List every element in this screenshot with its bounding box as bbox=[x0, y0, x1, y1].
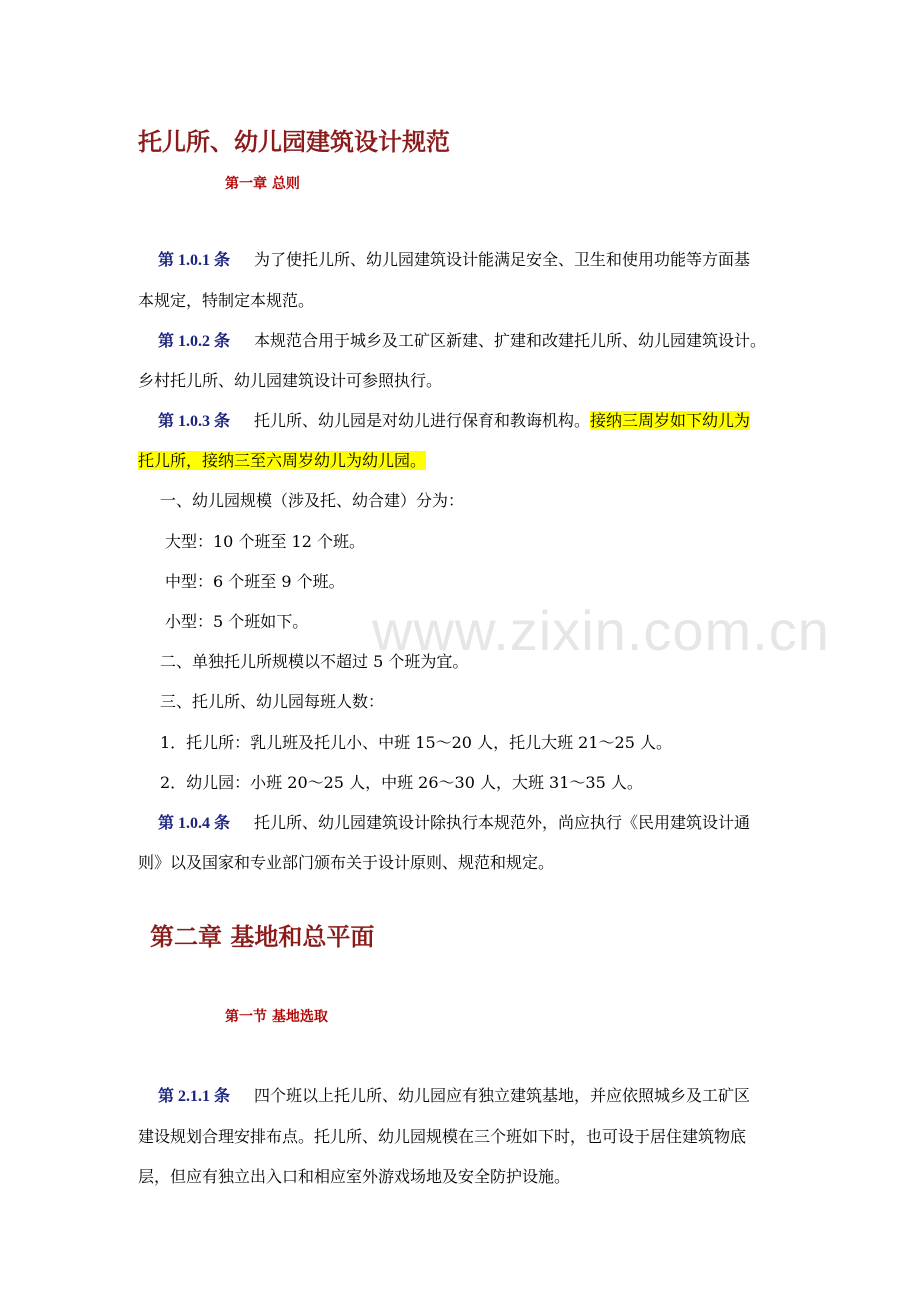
article-number: 第 1.0.1 条 bbox=[158, 252, 231, 269]
article-1-0-1-line1 bbox=[158, 250, 750, 271]
article-2-1-1-line2: 建设规划合理安排布点。托儿所、幼儿园规模在三个班如下时，也可设于居住建筑物底 bbox=[138, 1127, 747, 1146]
highlighted-text: 托儿所，接纳三至六周岁幼儿为幼儿园。 bbox=[138, 451, 427, 470]
list-item: 一、幼儿园规模（涉及托、幼合建）分为： bbox=[160, 491, 465, 510]
chapter-1-heading: 第一章 总则 bbox=[225, 176, 300, 192]
list-item: 小型：5 个班如下。 bbox=[165, 612, 309, 631]
article-2-1-1-line1 bbox=[158, 1086, 750, 1107]
list-item: 大型：10 个班至 12 个班。 bbox=[165, 532, 365, 551]
article-1-0-4-line1 bbox=[158, 813, 750, 834]
article-2-1-1-line3: 层，但应有独立出入口和相应室外游戏场地及安全防护设施。 bbox=[138, 1167, 571, 1186]
article-number: 第 1.0.2 条 bbox=[158, 333, 231, 350]
article-text: 为了使托儿所、幼儿园建筑设计能满足安全、卫生和使用功能等方面基 bbox=[254, 250, 751, 269]
article-number: 第 1.0.3 条 bbox=[158, 413, 231, 430]
article-1-0-4-line2: 则》以及国家和专业部门颁布关于设计原则、规范和规定。 bbox=[138, 853, 555, 872]
highlighted-text: 接纳三周岁如下幼儿为 bbox=[590, 411, 751, 430]
list-item: 中型：6 个班至 9 个班。 bbox=[165, 572, 345, 591]
article-text: 四个班以上托儿所、幼儿园应有独立建筑基地，并应依照城乡及工矿区 bbox=[254, 1086, 751, 1105]
article-text: 本规范合用于城乡及工矿区新建、扩建和改建托儿所、幼儿园建筑设计。 bbox=[254, 331, 767, 350]
list-item: 二、单独托儿所规模以不超过 5 个班为宜。 bbox=[160, 652, 469, 671]
article-1-0-3-line2 bbox=[138, 451, 426, 471]
chapter-2-heading: 第二章 基地和总平面 bbox=[150, 922, 375, 951]
article-1-0-2-line1 bbox=[158, 331, 766, 352]
article-1-0-2-line2: 乡村托儿所、幼儿园建筑设计可参照执行。 bbox=[138, 371, 443, 390]
article-text: 托儿所、幼儿园是对幼儿进行保育和教诲机构。 bbox=[254, 411, 591, 430]
article-number: 第 2.1.1 条 bbox=[158, 1088, 231, 1105]
article-number: 第 1.0.4 条 bbox=[158, 815, 231, 832]
watermark-text: www.zixin.com.cn bbox=[372, 599, 830, 662]
article-1-0-3-line1 bbox=[158, 411, 750, 432]
list-item: 三、托儿所、幼儿园每班人数： bbox=[160, 692, 385, 711]
article-text: 托儿所、幼儿园建筑设计除执行本规范外，尚应执行《民用建筑设计通 bbox=[254, 813, 751, 832]
article-1-0-1-line2: 本规定，特制定本规范。 bbox=[138, 291, 315, 310]
list-item: 2．幼儿园：小班 20～25 人，中班 26～30 人，大班 31～35 人。 bbox=[160, 773, 643, 792]
list-item: 1．托儿所：乳儿班及托儿小、中班 15～20 人，托儿大班 21～25 人。 bbox=[160, 733, 672, 752]
document-title: 托儿所、幼儿园建筑设计规范 bbox=[138, 127, 450, 156]
section-1-heading: 第一节 基地选取 bbox=[225, 1009, 328, 1025]
